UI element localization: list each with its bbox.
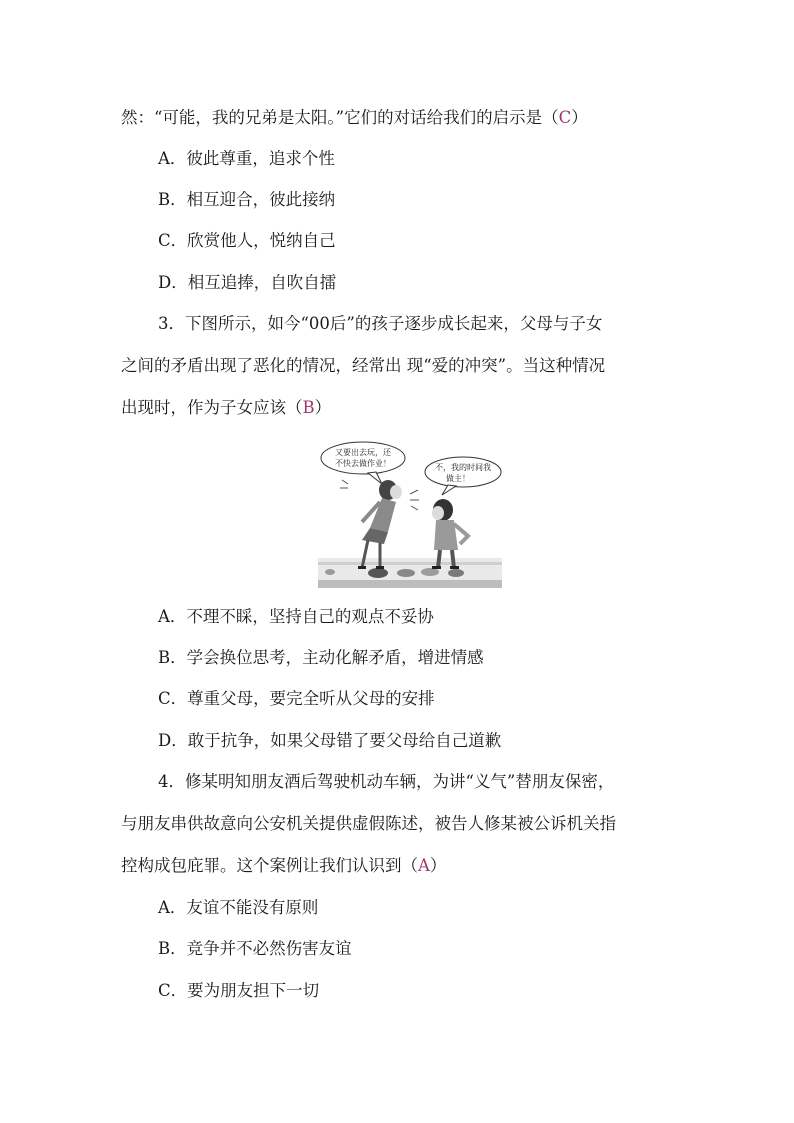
option-b: B．竞争并不必然伤害友谊 (158, 939, 352, 958)
option-d: D．敢于抗争，如果父母错了要父母给自己道歉 (158, 731, 502, 750)
bubble-right-line-1: 不，我的时间我 (435, 463, 491, 472)
stem-text: ） (314, 398, 332, 417)
option-c: C．尊重父母，要完全听从父母的安排 (158, 689, 435, 708)
bubble-left-line-1: 又要出去玩，还 (335, 448, 391, 457)
question-4-line-3 (121, 855, 794, 877)
option-b: B．相互迎合，彼此接纳 (158, 190, 336, 209)
question-3-line-1: 3．下图所示，如今“00后”的孩子逐步成长起来，父母与子女 (158, 314, 603, 333)
option-c: C．欣赏他人，悦纳自己 (158, 231, 336, 250)
answer-mark: B (302, 398, 315, 417)
mother-figure (358, 480, 402, 569)
option-d: D．相互追捧，自吹自擂 (158, 273, 337, 292)
stem-text: 控构成包庇罪。这个案例让我们认识到（ (121, 856, 418, 875)
cartoon-figure (318, 440, 502, 588)
stem-text: 出现时，作为子女应该（ (121, 398, 303, 417)
question-2-stem-end (121, 107, 794, 129)
option-a: A．彼此尊重，追求个性 (158, 149, 335, 168)
stem-text: ） (429, 856, 447, 875)
question-4-line-2: 与朋友串供故意向公安机关提供虚假陈述，被告人修某被公诉机关指 (121, 814, 616, 833)
bubble-right-line-2: 做主！ (446, 474, 470, 483)
question-3-line-2: 之间的矛盾出现了恶化的情况，经常出 现“爱的冲突”。当这种情况 (121, 356, 606, 375)
answer-mark: A (418, 856, 430, 875)
stem-text: ） (571, 108, 588, 127)
option-a: A．不理不睬，坚持自己的观点不妥协 (158, 607, 434, 626)
question-3-line-3 (121, 397, 794, 419)
question-4-line-1: 4．修某明知朋友酒后驾驶机动车辆，为讲“义气”替朋友保密， (158, 772, 615, 791)
option-a: A．友谊不能没有原则 (158, 898, 319, 917)
answer-mark: C (558, 108, 572, 127)
stem-text: 然：“可能，我的兄弟是太阳。”它们的对话给我们的启示是（ (121, 108, 559, 127)
option-c: C．要为朋友担下一切 (158, 981, 320, 1000)
bubble-left-line-2: 不快去做作业！ (335, 459, 391, 468)
option-b: B．学会换位思考，主动化解矛盾，增进情感 (158, 648, 484, 667)
